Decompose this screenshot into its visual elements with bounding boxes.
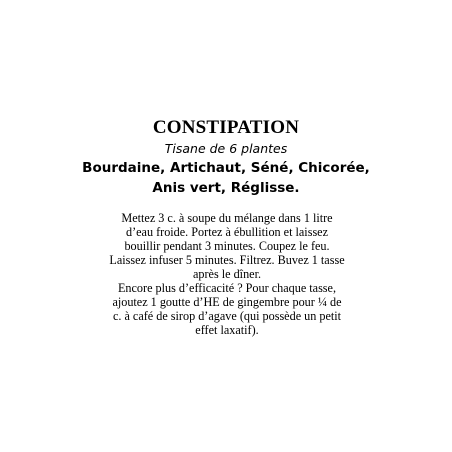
plant-list-line: Bourdaine, Artichaut, Séné, Chicorée, (82, 160, 370, 176)
instruction-line: d’eau froide. Portez à ébullition et laissez (125, 225, 329, 239)
instruction-line: ajoutez 1 goutte d’HE de gingembre pour ¼ de (112, 295, 342, 309)
instruction-line: Laissez infuser 5 minutes. Filtrez. Buvez 1 tasse (109, 253, 345, 267)
instruction-line: c. à café de sirop d’agave (qui possède un petit (112, 309, 342, 323)
instruction-line: bouillir pendant 3 minutes. Coupez le feu. (124, 239, 330, 253)
label-title: CONSTIPATION (152, 117, 300, 138)
plant-list-line: Anis vert, Réglisse. (152, 180, 300, 196)
preparation-instructions (96, 211, 358, 337)
instruction-line: après le dîner. (192, 267, 262, 281)
label-subtitle: Tisane de 6 plantes (164, 141, 288, 156)
instruction-line: effet laxatif). (195, 323, 259, 337)
instruction-line: Mettez 3 c. à soupe du mélange dans 1 litre (121, 211, 333, 225)
instruction-line: Encore plus d’efficacité ? Pour chaque tasse, (117, 281, 337, 295)
plant-list (0, 158, 452, 198)
